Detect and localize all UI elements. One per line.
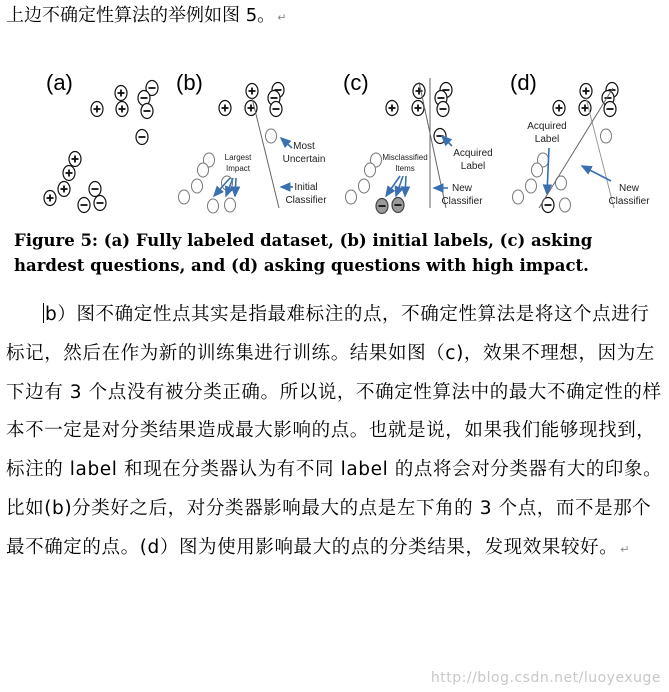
annotation-largest-impact-2: Impact <box>225 164 251 173</box>
unlabeled-point <box>179 190 190 204</box>
misclassified-point <box>376 199 388 214</box>
plus-point <box>413 84 425 99</box>
plus-point <box>579 101 591 116</box>
plus-point <box>580 84 592 99</box>
annotation-misclassified-items-1: Misclassified <box>382 153 428 162</box>
minus-point <box>78 198 90 213</box>
return-mark-icon: ↵ <box>620 542 631 556</box>
minus-point <box>270 102 282 117</box>
annotation-acquired-label-d-1: Acquired <box>527 121 567 132</box>
annotation-acquired-label-c-2: Label <box>460 161 486 172</box>
figure-caption: Figure 5: (a) Fully labeled dataset, (b) initial labels, (c) asking hardest questions, and (d) asking questions with high impact. <box>14 231 593 275</box>
annotation-largest-impact-1: Largest <box>224 153 252 162</box>
plus-point <box>412 101 424 116</box>
annotation-acquired-label-d-2: Label <box>534 134 560 145</box>
annotation-acquired-label-c-1: Acquired <box>453 148 493 159</box>
figure-5 <box>0 58 669 226</box>
annotation-new-classifier-c-1: New <box>451 183 473 194</box>
panel-label-c: (c) <box>343 70 369 95</box>
plus-point <box>386 101 398 116</box>
unlabeled-point <box>225 198 236 212</box>
minus-point <box>94 196 106 211</box>
annotation-new-classifier-c-2: Classifier <box>441 196 483 207</box>
panel-label-d: (d) <box>510 70 537 95</box>
panel-label-a: (a) <box>46 70 73 95</box>
unlabeled-point <box>208 199 219 213</box>
plus-point <box>553 101 565 116</box>
new-classifier-line-d <box>539 88 613 208</box>
watermark: http://blog.csdn.net/luoyexuge <box>430 670 661 686</box>
unlabeled-point <box>513 190 524 204</box>
annotation-initial-classifier-2: Classifier <box>285 195 327 206</box>
plus-point <box>91 102 103 117</box>
unlabeled-point <box>192 179 203 193</box>
plus-point <box>219 101 231 116</box>
figure-illustration <box>0 58 669 226</box>
unlabeled-point <box>560 198 571 212</box>
body-text <box>6 296 666 570</box>
plus-point <box>116 102 128 117</box>
misclassified-point <box>392 198 404 213</box>
annotation-most-uncertain-1: Most <box>293 141 315 152</box>
annotation-initial-classifier-1: Initial <box>294 182 318 193</box>
plus-point <box>44 191 56 206</box>
plus-point <box>69 152 81 167</box>
annotation-misclassified-items-2: Items <box>395 164 415 173</box>
unlabeled-point <box>359 179 370 193</box>
minus-point <box>437 102 449 117</box>
annotation-new-classifier-d-2: Classifier <box>608 196 650 207</box>
annotation-new-classifier-d-1: New <box>618 183 640 194</box>
plus-point <box>58 182 70 197</box>
unlabeled-point <box>601 129 612 143</box>
annotation-most-uncertain-2: Uncertain <box>282 154 326 165</box>
minus-point <box>434 129 446 144</box>
minus-point <box>89 182 101 197</box>
unlabeled-point <box>198 163 209 177</box>
unlabeled-point <box>266 129 277 143</box>
plus-point <box>246 84 258 99</box>
unlabeled-point <box>526 179 537 193</box>
unlabeled-point <box>532 163 543 177</box>
minus-point <box>141 104 153 119</box>
return-mark-icon: ↵ <box>277 11 287 24</box>
text-cursor <box>43 303 44 323</box>
intro-line <box>6 4 286 30</box>
panel-label-b: (b) <box>176 70 203 95</box>
intro-text: 上边不确定性算法的举例如图 5。 <box>6 5 276 26</box>
unlabeled-point <box>346 190 357 204</box>
plus-point <box>63 166 75 181</box>
minus-point <box>604 102 616 117</box>
unlabeled-point <box>365 163 376 177</box>
minus-point <box>136 130 148 145</box>
plus-point <box>115 86 127 101</box>
body-paragraph[interactable] <box>6 296 666 570</box>
body-paragraph-text: b）图不确定性点其实是指最难标注的点，不确定性算法是将这个点进行标记，然后在作为新的训练集进行训练。结果如图（c)，效果不理想，因为左下边有 3 个点没有被分类正确。所以说，不确定性算法中的最大不确定性的样本不一定是对分类结果造成最大影响的点。也就是说，如果我们能够现找到，标注的 label 和现在分类器认为有不同 label 的点将会对分类器有大的印象。比如(b)分类好之后，对分类器影响最大的点是左下角的 3 个点，而不是那个最不确定的点。(d）图为使用影响最大的点的分类结果，发现效果较好。 <box>6 304 663 558</box>
plus-point <box>245 101 257 116</box>
